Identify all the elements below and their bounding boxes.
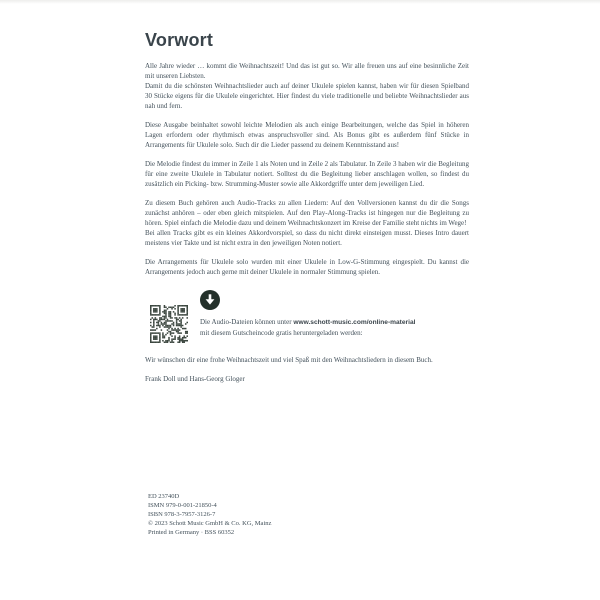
download-icon: [200, 290, 220, 310]
ismn-number: ISMN 979-0-001-21850-4: [148, 502, 217, 509]
printed-in-line: Printed in Germany · BSS 60352: [148, 529, 235, 536]
edition-number: ED 23740D: [148, 493, 180, 500]
closing-wishes: Wir wünschen dir eine frohe Weihnachtszeit und viel Spaß mit den Weihnachtsliedern in diesem Buch.: [145, 355, 433, 364]
audio-tracks-part-2: Bei allen Tracks gibt es ein kleines Akkordvorspiel, so dass du nicht direkt einsteigen musst. Dieses Intro dauert meistens vier Takte und ist nicht extra in den jeweiligen Noten notiert.: [145, 228, 469, 247]
tuning-paragraph: Die Arrangements für Ukulele solo wurden mit einer Ukulele in Low-G-Stimmung eingespielt. Du kannst die Arrangements jedoch auch gerne mit deiner Ukulele in normaler Stimmung spielen.: [145, 257, 469, 276]
audio-tracks-part-1: Zu diesem Buch gehören auch Audio-Tracks zu allen Liedern: Auf den Vollversionen kannst du dir die Songs zunächst anhören – oder eben gleich mitspielen. Auf den Play-Along-Tracks ist hingegen nur die Begleitung zu hören. Spiel einfach die Melodie dazu und deinem Weihnachtskonzert im Kreise der Familie steht nichts im Wege!: [145, 198, 469, 227]
intro-line-1: Alle Jahre wieder … kommt die Weihnachtszeit! Und das ist gut so. Wir alle freuen uns auf eine besinnliche Zeit mit unseren Liebsten.: [145, 61, 469, 80]
notation-paragraph: Die Melodie findest du immer in Zeile 1 als Noten und in Zeile 2 als Tabulatur. In Zeile 3 haben wir die Begleitung für eine zweite Ukulele in Tabulatur notiert. Solltest du die Begleitung lieber anschlagen wollen, so findest du zusätzlich ein Picking- bzw. Strumming-Muster sowie alle Akkordgriffe unter dem jeweiligen Lied.: [145, 159, 469, 188]
authors-signature: Frank Doll und Hans-Georg Gloger: [145, 374, 245, 383]
qr-code-icon: [150, 305, 188, 343]
download-url: www.schott-music.com/online-material: [293, 318, 416, 326]
download-info: [200, 290, 415, 339]
download-section: [145, 290, 469, 343]
audio-tracks-paragraph: [145, 198, 469, 248]
page-top-edge: [0, 0, 600, 4]
imprint-block: [148, 492, 271, 537]
intro-line-2: Damit du die schönsten Weihnachtslieder auch auf deiner Ukulele spielen kannst, haben wir für diesen Spielband 30 Stücke eigens für die Ukulele eingerichtet. Hier findest du viele traditionelle und beliebte Weihnachtslieder aus nah und fern.: [145, 81, 469, 110]
download-instructions: [200, 317, 415, 339]
edition-paragraph: Diese Ausgabe beinhaltet sowohl leichte Melodien als auch einige Bearbeitungen, welche das Spiel in höheren Lagen erfordern oder rhythmisch etwas anspruchsvoller sind. Als Bonus gibt es außerdem fünf Stücke in Arrangements für Ukulele solo. Such dir die Lieder passend zu deinem Kenntnisstand aus!: [145, 120, 469, 149]
download-line-1: [200, 318, 415, 326]
download-line-2: mit diesem Gutscheincode gratis heruntergeladen werden:: [200, 328, 363, 337]
intro-paragraph: [145, 61, 469, 111]
isbn-number: ISBN 978-3-7957-3126-7: [148, 511, 216, 518]
download-text-before: Die Audio-Dateien können unter: [200, 317, 294, 326]
copyright-line: © 2023 Schott Music GmbH & Co. KG, Mainz: [148, 520, 272, 527]
page-title: Vorwort: [145, 30, 214, 50]
preface-content: [145, 30, 469, 384]
